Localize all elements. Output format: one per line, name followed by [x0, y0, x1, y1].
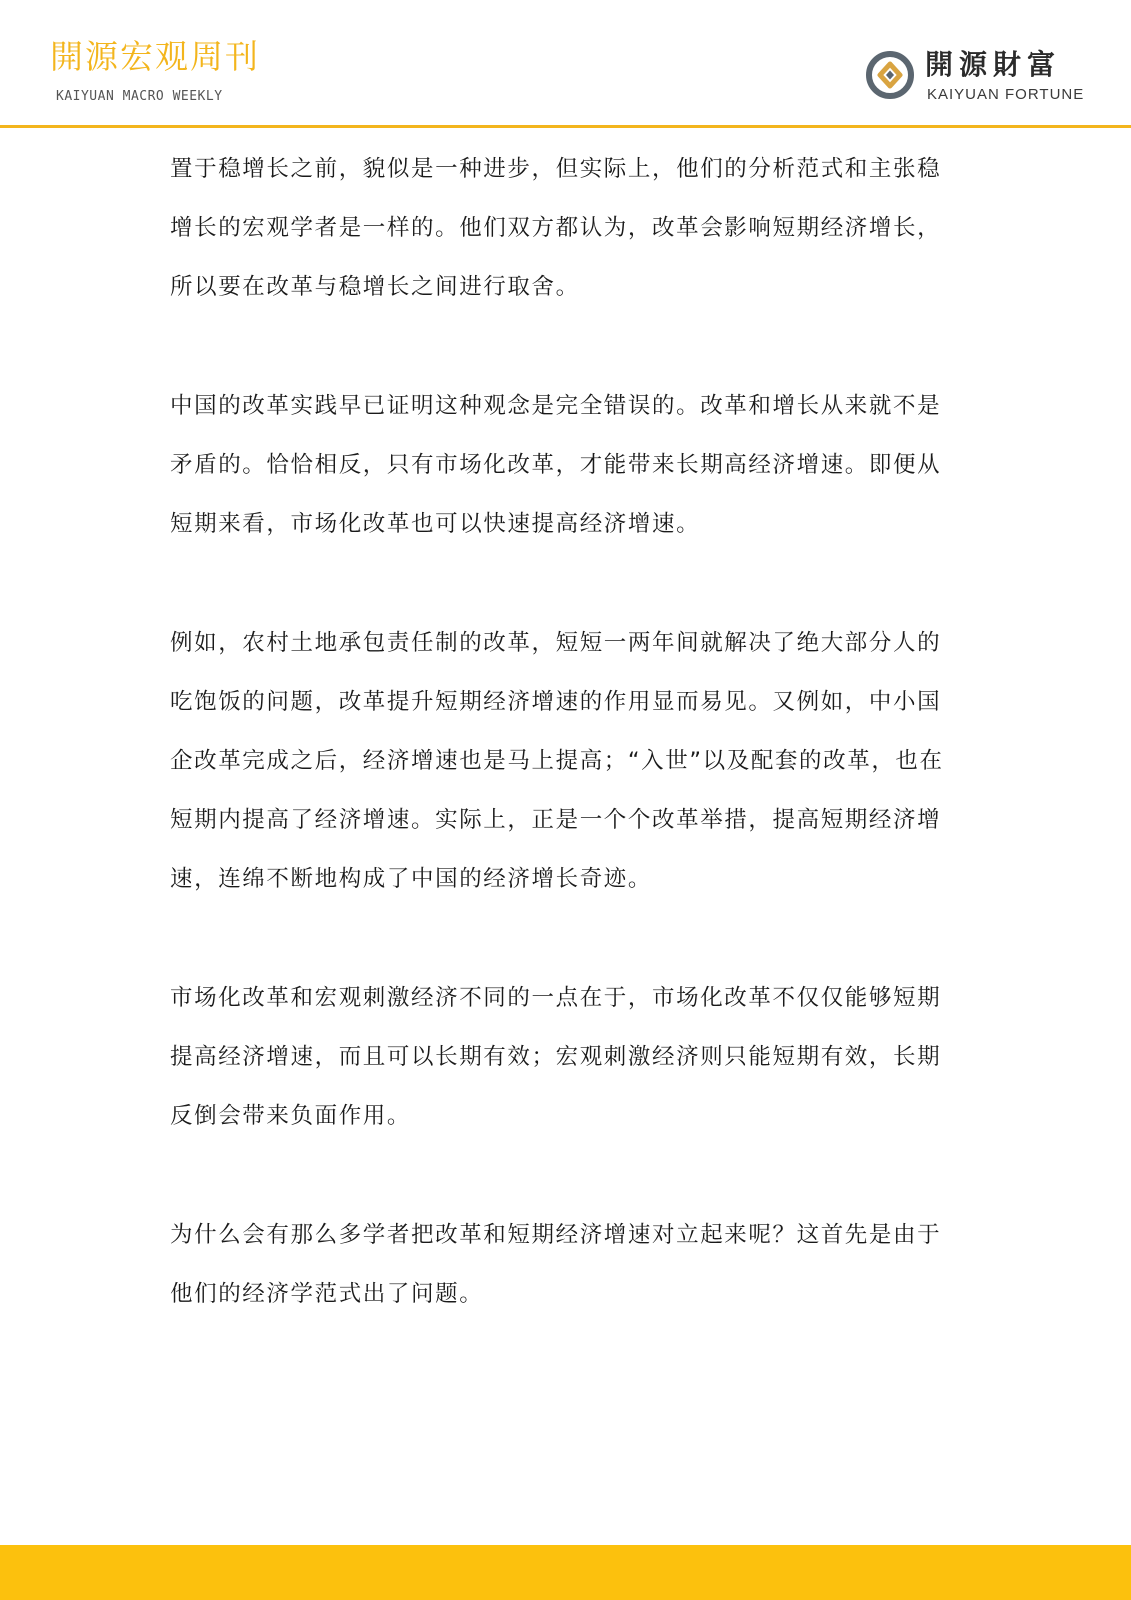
footer-bar: [0, 1545, 1131, 1600]
paragraph: 市场化改革和宏观刺激经济不同的一点在于，市场化改革不仅仅能够短期提高经济增速，而且可以长期有效；宏观刺激经济则只能短期有效，长期反倒会带来负面作用。: [170, 985, 942, 1129]
paragraph: 为什么会有那么多学者把改革和短期经济增速对立起来呢？这首先是由于他们的经济学范式出了问题。: [170, 1222, 942, 1307]
paragraph: 例如，农村土地承包责任制的改革，短短一两年间就解决了绝大部分人的吃饱饭的问题，改革提升短期经济增速的作用显而易见。又例如，中小国企改革完成之后，经济增速也是马上提高；“入世”以及配套的改革，也在短期内提高了经济增速。实际上，正是一个个改革举措，提高短期经济增速，连绵不断地构成了中国的经济增长奇迹。: [170, 630, 944, 892]
brand-english-name: KAIYUAN FORTUNE: [927, 86, 1085, 103]
header-divider: [0, 125, 1131, 128]
kaiyuan-logo-icon: [865, 50, 915, 100]
paragraph: 中国的改革实践早已证明这种观念是完全错误的。改革和增长从来就不是矛盾的。恰恰相反，只有市场化改革，才能带来长期高经济增速。即便从短期来看，市场化改革也可以快速提高经济增速。: [170, 393, 942, 537]
page-header: [0, 0, 1131, 127]
brand-name: 開源財富: [925, 48, 1062, 81]
article-body: [170, 140, 960, 1384]
masthead-title: 開源宏观周刊: [50, 37, 260, 76]
paragraph: 置于稳增长之前，貌似是一种进步，但实际上，他们的分析范式和主张稳增长的宏观学者是一样的。他们双方都认为，改革会影响短期经济增长，所以要在改革与稳增长之间进行取舍。: [170, 156, 942, 300]
masthead-subtitle: KAIYUAN MACRO WEEKLY: [56, 89, 223, 104]
brand-logo-block: [865, 48, 1095, 110]
